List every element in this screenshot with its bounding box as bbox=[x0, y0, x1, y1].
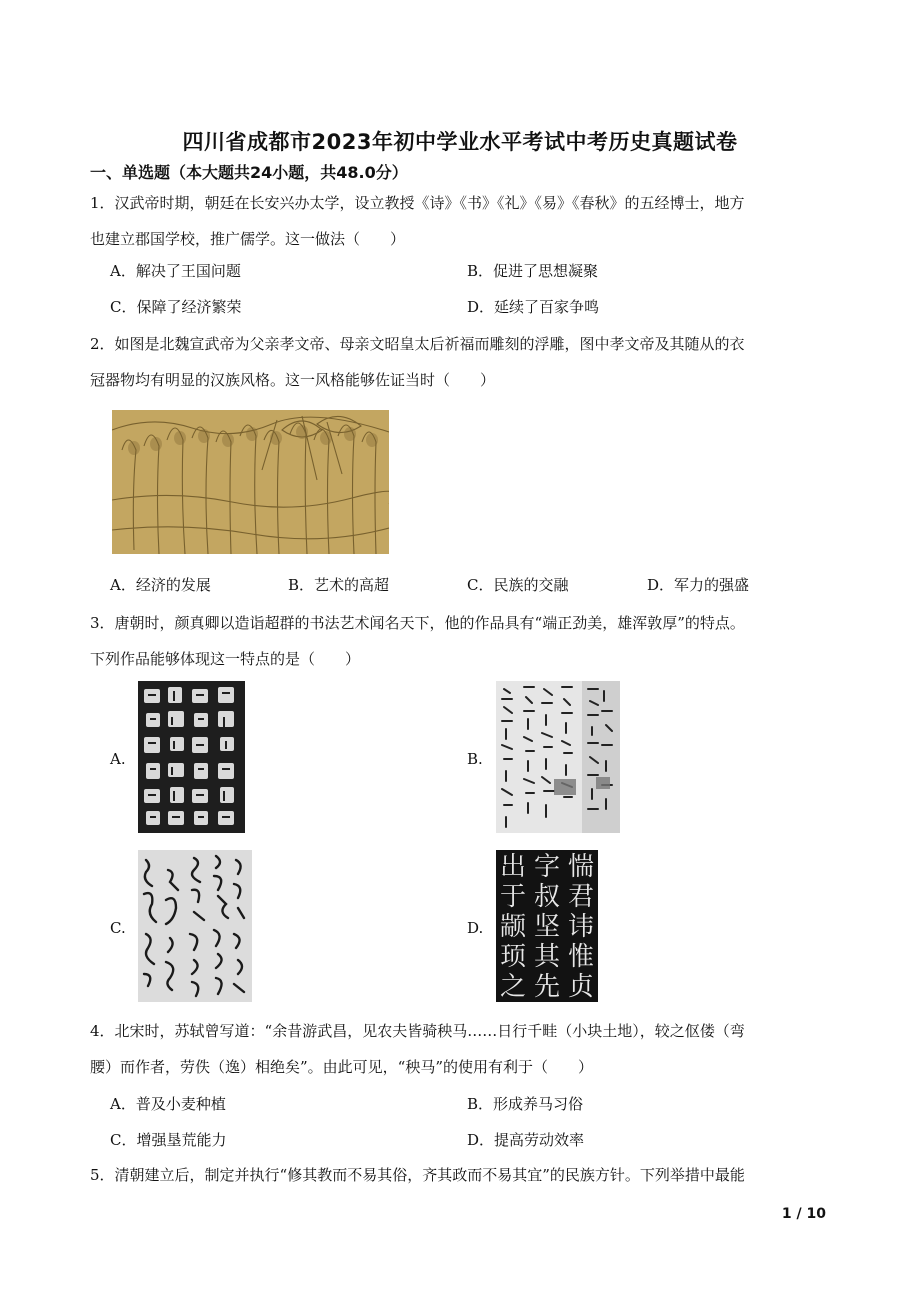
calligraphy-char: 惟 bbox=[567, 942, 594, 972]
calligraphy-char: 贞 bbox=[567, 972, 594, 1002]
calligraphy-char: 出 bbox=[499, 852, 526, 882]
relief-sculpture-image bbox=[112, 410, 389, 554]
question-5-line-1: 5．清朝建立后，制定并执行“修其教而不易其俗，齐其政而不易其宜”的民族方针。下列举措中最能 bbox=[90, 1166, 745, 1184]
q3-option-d-label: D. bbox=[467, 919, 484, 937]
calligraphy-char: 顼 bbox=[499, 942, 526, 972]
q2-option-b: B．艺术的高超 bbox=[288, 576, 390, 594]
q1-option-c: C．保障了经济繁荣 bbox=[110, 298, 242, 316]
calligraphy-char: 叔 bbox=[533, 882, 560, 912]
question-1-line-1: 1．汉武帝时期，朝廷在长安兴办太学，设立教授《诗》《书》《礼》《易》《春秋》的五经博士，地方 bbox=[90, 194, 745, 212]
calligraphy-char: 坚 bbox=[533, 912, 560, 942]
q2-option-a: A．经济的发展 bbox=[110, 576, 211, 594]
q4-option-a: A．普及小麦种植 bbox=[110, 1095, 226, 1113]
question-1-stem bbox=[90, 185, 830, 257]
calligraphy-char: 惴 bbox=[567, 852, 594, 882]
q3-option-a-label: A. bbox=[110, 750, 126, 768]
calligraphy-image-c bbox=[138, 850, 252, 1002]
calligraphy-char: 于 bbox=[499, 882, 526, 912]
question-3-line-1: 3．唐朝时，颜真卿以造诣超群的书法艺术闻名天下，他的作品具有“端正劲美，雄浑敦厚”的特点。 bbox=[90, 614, 745, 632]
q1-option-a: A．解决了王国问题 bbox=[110, 262, 241, 280]
question-5-stem bbox=[90, 1157, 830, 1193]
question-2-line-2: 冠器物均有明显的汉族风格。这一风格能够佐证当时（ ） bbox=[90, 371, 496, 389]
q3-option-b-label: B. bbox=[467, 750, 483, 768]
calligraphy-char: 颛 bbox=[499, 912, 526, 942]
calligraphy-char: 讳 bbox=[567, 912, 594, 942]
section-heading: 一、单选题（本大题共24小题，共48.0分） bbox=[90, 163, 408, 182]
calligraphy-image-d bbox=[496, 850, 598, 1002]
question-4-line-1: 4．北宋时，苏轼曾写道：“余昔游武昌，见农夫皆骑秧马……日行千畦（小块土地），较之伛偻（弯 bbox=[90, 1022, 745, 1040]
page-title: 四川省成都市2023年初中学业水平考试中考历史真题试卷 bbox=[182, 130, 738, 154]
calligraphy-image-b bbox=[496, 681, 620, 833]
question-2-line-1: 2．如图是北魏宣武帝为父亲孝文帝、母亲文昭皇太后祈福而雕刻的浮雕，图中孝文帝及其随从的衣 bbox=[90, 335, 745, 353]
q4-option-c: C．增强垦荒能力 bbox=[110, 1131, 227, 1149]
q3-option-c-label: C. bbox=[110, 919, 126, 937]
q4-option-b: B．形成养马习俗 bbox=[467, 1095, 584, 1113]
question-4-line-2: 腰）而作者，劳佚（逸）相绝矣”。由此可见，“秧马”的使用有利于（ ） bbox=[90, 1058, 594, 1076]
q1-option-b: B．促进了思想凝聚 bbox=[467, 262, 599, 280]
question-2-stem bbox=[90, 326, 830, 398]
calligraphy-char: 君 bbox=[567, 882, 594, 912]
calligraphy-char: 其 bbox=[533, 942, 560, 972]
calligraphy-image-a bbox=[138, 681, 245, 833]
calligraphy-char: 先 bbox=[533, 972, 560, 1002]
calligraphy-char: 字 bbox=[533, 852, 560, 882]
q1-option-d: D．延续了百家争鸣 bbox=[467, 298, 600, 316]
q2-option-c: C．民族的交融 bbox=[467, 576, 569, 594]
q4-option-d: D．提高劳动效率 bbox=[467, 1131, 585, 1149]
question-3-stem bbox=[90, 605, 830, 677]
q2-option-d: D．军力的强盛 bbox=[647, 576, 750, 594]
question-3-line-2: 下列作品能够体现这一特点的是（ ） bbox=[90, 650, 361, 668]
question-1-line-2: 也建立郡国学校，推广儒学。这一做法（ ） bbox=[90, 230, 406, 248]
question-4-stem bbox=[90, 1013, 830, 1085]
page-number: 1 / 10 bbox=[781, 1206, 826, 1222]
calligraphy-char: 之 bbox=[499, 972, 526, 1002]
